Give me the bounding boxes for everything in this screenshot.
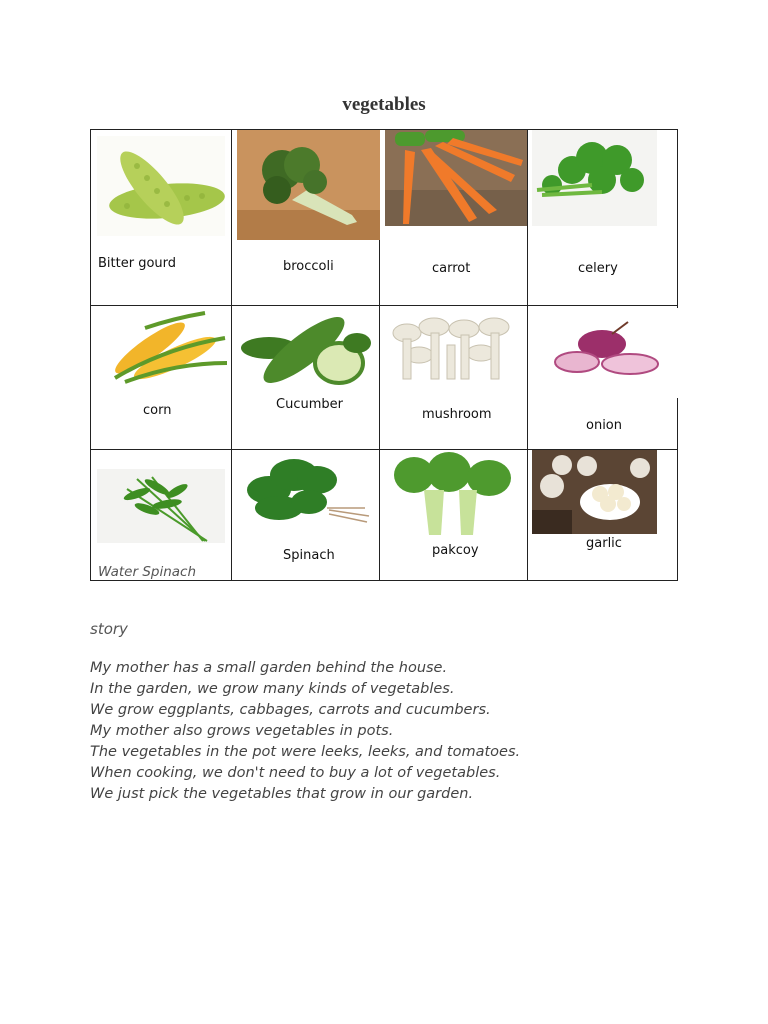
story-text	[90, 658, 520, 805]
column-divider	[527, 130, 528, 580]
vegetable-table	[90, 129, 678, 581]
garlic-image	[532, 450, 657, 534]
vegetable-label: onion	[586, 418, 622, 433]
cucumber-image	[239, 308, 371, 390]
corn-image	[105, 308, 229, 384]
celery-image	[532, 130, 657, 226]
page-title: vegetables	[342, 94, 426, 115]
vegetable-label: Bitter gourd	[98, 256, 177, 271]
spinach-image	[239, 450, 373, 532]
vegetable-label: carrot	[432, 261, 471, 276]
story-line: My mother also grows vegetables in pots.	[90, 723, 394, 739]
story-line: When cooking, we don't need to buy a lot of vegetables.	[90, 765, 501, 781]
vegetable-label: Spinach	[283, 548, 335, 563]
vegetable-label: corn	[143, 403, 172, 418]
bitter-gourd-image	[97, 136, 225, 236]
vegetable-label: pakcoy	[432, 543, 479, 558]
story-line: The vegetables in the pot were leeks, leeks, and tomatoes.	[90, 744, 521, 760]
story-line: My mother has a small garden behind the house.	[90, 660, 448, 676]
row-divider	[91, 305, 677, 306]
pakcoy-image	[389, 450, 517, 540]
vegetable-label: Water Spinach	[98, 564, 197, 580]
column-divider	[231, 130, 232, 580]
story-heading: story	[90, 620, 128, 638]
water-spinach-image	[97, 469, 225, 543]
vegetable-label: mushroom	[422, 407, 492, 422]
vegetable-label: garlic	[586, 536, 622, 551]
carrot-image	[385, 130, 527, 226]
story-line: We grow eggplants, cabbages, carrots and cucumbers.	[90, 702, 491, 718]
vegetable-label: celery	[578, 261, 618, 276]
vegetable-label: Cucumber	[276, 397, 343, 412]
onion-image	[532, 308, 678, 398]
story-line: We just pick the vegetables that grow in our garden.	[90, 786, 474, 802]
story-line: In the garden, we grow many kinds of vegetables.	[90, 681, 455, 697]
broccoli-image	[237, 130, 380, 240]
mushroom-image	[389, 315, 517, 387]
vegetable-label: broccoli	[283, 259, 334, 274]
